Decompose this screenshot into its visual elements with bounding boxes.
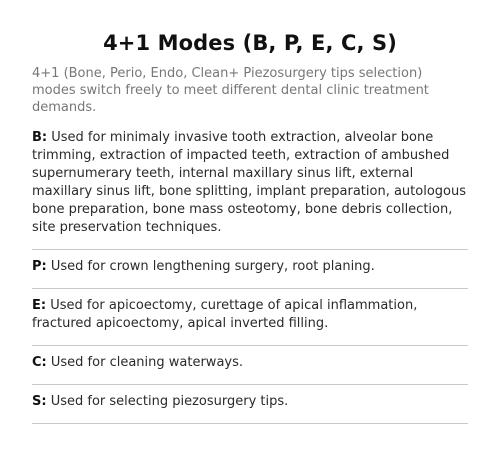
page-title: 4+1 Modes (B, P, E, C, S) <box>103 31 397 55</box>
mode-s-text: Used for selecting piezosurgery tips. <box>50 394 289 409</box>
divider <box>32 384 468 385</box>
mode-c-text: Used for cleaning waterways. <box>50 355 244 370</box>
mode-s-description <box>32 393 468 417</box>
mode-s-key: S: <box>32 394 47 409</box>
divider <box>32 345 468 346</box>
mode-p-text: Used for crown lengthening surgery, root planing. <box>50 259 375 274</box>
mode-c-key: C: <box>32 355 47 370</box>
mode-b-text: Used for minimaly invasive tooth extraction, alveolar bone trimming, extraction of impacted teeth, extraction of ambushed supernumerary teeth, internal maxillary sinus lift, external maxillary sinus lift, bone splitting, implant preparation, autologous bone preparation, bone mass osteotomy, bone debris collection, site preservation techniques. <box>32 130 467 235</box>
mode-e-description <box>32 297 468 339</box>
intro-paragraph: 4+1 (Bone, Perio, Endo, Clean+ Piezosurgery tips selection) modes switch freely to meet different dental clinic treatment demands. <box>32 66 429 115</box>
mode-p-key: P: <box>32 259 47 274</box>
mode-b-description <box>32 129 468 243</box>
mode-e-text: Used for apicoectomy, curettage of apical inflammation, fractured apicoectomy, apical inverted filling. <box>32 298 418 331</box>
mode-p-description <box>32 258 468 282</box>
mode-b-key: B: <box>32 130 48 145</box>
mode-c-description <box>32 354 468 378</box>
mode-e-key: E: <box>32 298 47 313</box>
divider <box>32 288 468 289</box>
divider <box>32 249 468 250</box>
divider <box>32 423 468 424</box>
content-block <box>32 0 468 424</box>
